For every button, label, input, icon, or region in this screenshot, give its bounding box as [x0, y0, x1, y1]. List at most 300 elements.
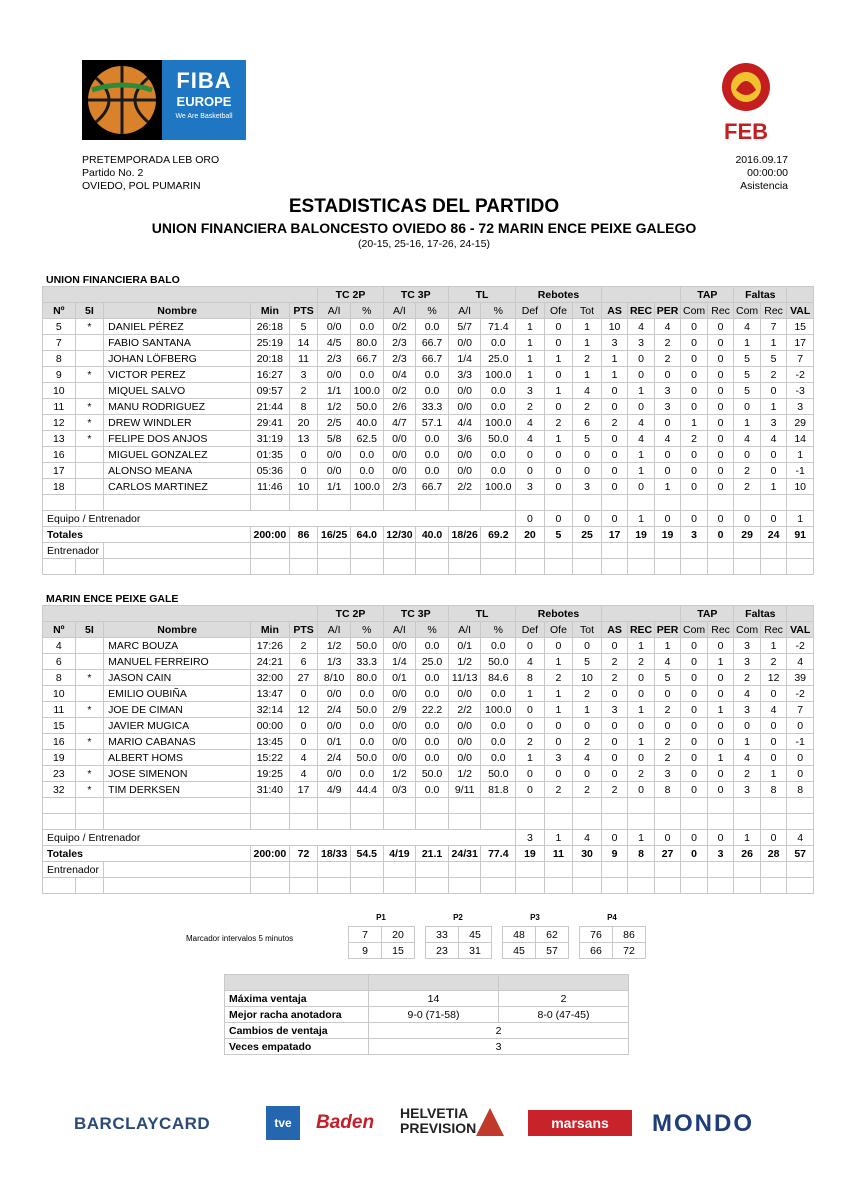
stat-cell: -2 [787, 686, 814, 702]
stat-cell: 8 [760, 782, 787, 798]
player-row [43, 686, 814, 702]
column-header: Tot [573, 622, 602, 638]
total-cell: 4/19 [383, 846, 416, 862]
stat-cell: 1 [654, 479, 681, 495]
stat-cell: 0 [544, 766, 573, 782]
match-date: 2016.09.17 [735, 154, 788, 166]
col-group-rebotes: Rebotes [516, 287, 602, 303]
stat-cell: 3 [654, 383, 681, 399]
stat-cell: 0 [573, 511, 602, 527]
stat-cell: 1 [760, 399, 787, 415]
stat-cell: 0/0 [318, 319, 351, 335]
player-row [43, 654, 814, 670]
stat-cell: 2 [734, 463, 761, 479]
stat-cell: 50.0 [481, 654, 516, 670]
stat-cell: * [75, 399, 104, 415]
empty-row [43, 814, 814, 830]
quarter-score-cell: 15 [382, 943, 415, 959]
stat-cell: 0.0 [416, 750, 449, 766]
stat-cell: 0 [601, 447, 628, 463]
empty-row [43, 878, 814, 894]
stat-cell: 2 [760, 367, 787, 383]
stat-cell: 66.7 [416, 479, 449, 495]
stat-cell: 1 [516, 750, 545, 766]
quarter-score-row [503, 943, 569, 959]
quarter-score-row [580, 927, 646, 943]
player-row [43, 431, 814, 447]
total-cell: 86 [289, 527, 318, 543]
stat-cell: 8 [516, 670, 545, 686]
stat-cell: 3 [289, 367, 318, 383]
stat-cell: 50.0 [350, 399, 383, 415]
stat-cell: 3 [787, 399, 814, 415]
stat-cell: 5 [734, 367, 761, 383]
stat-cell: 2 [628, 654, 655, 670]
stat-cell: 84.6 [481, 670, 516, 686]
stat-cell: 1 [573, 319, 602, 335]
stat-cell: 1 [734, 734, 761, 750]
quarter-score-row [503, 927, 569, 943]
col-group-tl: TL [448, 287, 515, 303]
stat-cell: 2 [601, 415, 628, 431]
player-name: TIM DERKSEN [104, 782, 251, 798]
column-header: Com [734, 622, 761, 638]
total-cell: 30 [573, 846, 602, 862]
stat-cell: 0.0 [350, 463, 383, 479]
player-name: VICTOR PEREZ [104, 367, 251, 383]
stat-cell: 20:18 [250, 351, 289, 367]
stat-cell: 0 [760, 718, 787, 734]
stat-cell: 1/1 [318, 383, 351, 399]
player-name: MIQUEL SALVO [104, 383, 251, 399]
stat-cell: 0/0 [318, 463, 351, 479]
stat-cell: 1 [628, 383, 655, 399]
stat-cell: 0 [681, 766, 708, 782]
total-cell: 11 [544, 846, 573, 862]
match-result: UNION FINANCIERA BALONCESTO OVIEDO 86 - 72 MARIN ENCE PEIXE GALEGO [151, 220, 697, 236]
quarter-score-label: Marcador intervalos 5 minutos [186, 934, 294, 943]
stat-cell: 2 [654, 750, 681, 766]
stat-cell: 80.0 [350, 670, 383, 686]
column-header: % [350, 622, 383, 638]
quarter-score-cell: 66 [580, 943, 613, 959]
column-header: A/I [383, 303, 416, 319]
stat-cell: 1 [760, 479, 787, 495]
stat-cell: 1 [734, 830, 761, 846]
stat-cell: 2 [573, 782, 602, 798]
stat-cell: 4/7 [383, 415, 416, 431]
stat-cell: 1 [544, 686, 573, 702]
stat-cell: 0 [601, 766, 628, 782]
stat-cell: -2 [787, 638, 814, 654]
column-header: PTS [289, 303, 318, 319]
stat-cell: 2 [289, 638, 318, 654]
column-header: AS [601, 622, 628, 638]
stat-cell: 32:14 [250, 702, 289, 718]
stat-cell: 100.0 [481, 367, 516, 383]
stat-cell: 1/1 [318, 479, 351, 495]
stat-cell: 0 [681, 383, 708, 399]
stat-cell: 2 [681, 431, 708, 447]
stat-cell: 1/2 [318, 638, 351, 654]
stat-cell: 0 [681, 335, 708, 351]
column-header: PER [654, 622, 681, 638]
stat-cell: 0/0 [448, 383, 481, 399]
stat-cell: 0/0 [448, 463, 481, 479]
stat-cell: 0 [760, 447, 787, 463]
player-name: DREW WINDLER [104, 415, 251, 431]
stat-cell: 0 [654, 718, 681, 734]
stat-cell: 0 [707, 734, 734, 750]
stat-cell: 4 [654, 319, 681, 335]
column-header: Nombre [104, 303, 251, 319]
quarter-score-cell: 86 [613, 927, 646, 943]
stat-cell: 5/8 [318, 431, 351, 447]
stat-cell: 19:25 [250, 766, 289, 782]
column-header: Tot [573, 303, 602, 319]
stat-cell: 18 [43, 479, 76, 495]
stat-cell: 0 [707, 670, 734, 686]
stat-cell: 0 [289, 463, 318, 479]
stat-cell: 0 [681, 702, 708, 718]
stat-cell: 1 [628, 511, 655, 527]
stat-cell: 15 [787, 319, 814, 335]
stat-cell: 0 [573, 766, 602, 782]
stat-cell: 11 [43, 399, 76, 415]
stat-cell: 2 [601, 654, 628, 670]
stat-cell: 0 [516, 766, 545, 782]
stat-cell: 10 [43, 686, 76, 702]
stat-cell: 2 [734, 479, 761, 495]
stat-cell: 4 [787, 654, 814, 670]
column-header: % [350, 303, 383, 319]
stat-cell: 3 [760, 415, 787, 431]
quarter-score-cell: 23 [426, 943, 459, 959]
stat-cell: 100.0 [481, 702, 516, 718]
helvetia-logo-line1: HELVETIA [400, 1105, 469, 1121]
empty-row [43, 798, 814, 814]
total-cell: 24 [760, 527, 787, 543]
group-header-row [43, 606, 814, 622]
total-cell: 17 [601, 527, 628, 543]
stat-cell: 0.0 [416, 734, 449, 750]
stat-cell: 0 [707, 351, 734, 367]
stat-cell: 10 [573, 670, 602, 686]
stat-cell: 0.0 [481, 399, 516, 415]
stat-cell: 2 [760, 654, 787, 670]
stat-cell: 0 [760, 734, 787, 750]
stat-cell: 4 [734, 750, 761, 766]
stat-cell: 24:21 [250, 654, 289, 670]
stat-cell: 33.3 [350, 654, 383, 670]
stat-cell: 1 [628, 463, 655, 479]
stat-cell: * [75, 766, 104, 782]
quarter-label: P1 [376, 913, 386, 922]
stat-cell: 10 [601, 319, 628, 335]
stat-cell: 2/2 [448, 479, 481, 495]
stat-cell: 0.0 [416, 367, 449, 383]
stat-cell: 4/4 [448, 415, 481, 431]
quarter-partials: (20-15, 25-16, 17-26, 24-15) [358, 238, 490, 250]
stat-cell: 0/0 [318, 686, 351, 702]
stat-cell: 1 [734, 335, 761, 351]
empty-row [43, 559, 814, 575]
stat-cell: 4 [573, 383, 602, 399]
stat-cell [75, 718, 104, 734]
stat-cell: 0 [628, 686, 655, 702]
column-header: A/I [448, 622, 481, 638]
stat-cell: 50.0 [350, 702, 383, 718]
total-cell: 64.0 [350, 527, 383, 543]
stat-cell: 4 [734, 319, 761, 335]
quarter-score-cell: 9 [349, 943, 382, 959]
stat-cell: 0 [601, 830, 628, 846]
stat-cell: 0 [707, 431, 734, 447]
stat-cell: 0 [601, 383, 628, 399]
stat-cell: 0 [681, 367, 708, 383]
stat-cell: 2 [573, 686, 602, 702]
player-row [43, 399, 814, 415]
stat-cell: 100.0 [350, 479, 383, 495]
stat-cell: 0.0 [416, 670, 449, 686]
stat-cell: 1 [573, 702, 602, 718]
stat-cell: 0.0 [416, 447, 449, 463]
stat-cell: 1 [681, 415, 708, 431]
stat-cell: 0 [707, 718, 734, 734]
column-header: Rec [760, 622, 787, 638]
stat-cell: 0 [681, 351, 708, 367]
stat-cell: 1/2 [318, 399, 351, 415]
column-header: Com [734, 303, 761, 319]
stat-cell: 2/2 [448, 702, 481, 718]
stat-cell: 1/3 [318, 654, 351, 670]
stat-cell: 4 [628, 415, 655, 431]
quarter-score-cell: 48 [503, 927, 536, 943]
stat-cell: 0 [681, 734, 708, 750]
barclaycard-logo: BARCLAYCARD [74, 1114, 211, 1133]
column-header: Rec [707, 622, 734, 638]
stat-cell: 0 [289, 686, 318, 702]
total-cell: 91 [787, 527, 814, 543]
stat-cell: 0 [654, 511, 681, 527]
stat-cell: 50.0 [350, 750, 383, 766]
stat-cell: 0 [601, 399, 628, 415]
player-row [43, 782, 814, 798]
col-group-tc2p: TC 2P [318, 606, 383, 622]
stat-cell: 23 [43, 766, 76, 782]
mondo-logo: MONDO [652, 1110, 754, 1137]
stat-cell: 15:22 [250, 750, 289, 766]
stat-cell: 8 [654, 782, 681, 798]
helvetia-logo-line2: PREVISION [400, 1120, 477, 1136]
stat-cell: 4 [289, 750, 318, 766]
stat-cell: 0.0 [481, 335, 516, 351]
stat-cell: 0 [707, 511, 734, 527]
stat-cell: 57.1 [416, 415, 449, 431]
player-row [43, 383, 814, 399]
stat-cell: 25.0 [481, 351, 516, 367]
stat-cell: 4 [760, 702, 787, 718]
stat-cell: 0.0 [350, 367, 383, 383]
tve-logo: tve [266, 1106, 300, 1140]
stat-cell: 0 [628, 399, 655, 415]
player-row [43, 638, 814, 654]
column-header: AS [601, 303, 628, 319]
column-header: A/I [448, 303, 481, 319]
stat-cell: 0 [681, 463, 708, 479]
team-coach-label: Equipo / Entrenador [43, 511, 516, 527]
stat-cell: 0 [601, 431, 628, 447]
stat-cell: 2 [734, 670, 761, 686]
player-row [43, 702, 814, 718]
stat-cell: 11 [43, 702, 76, 718]
team-coach-row [43, 830, 814, 846]
helvetia-triangle-icon [476, 1108, 504, 1136]
coach-label: Entrenador [43, 862, 104, 878]
stat-cell: 0 [654, 447, 681, 463]
col-group-faltas: Faltas [734, 287, 787, 303]
stat-cell: 0/0 [318, 766, 351, 782]
stat-cell: 0.0 [350, 447, 383, 463]
stat-cell: 27 [289, 670, 318, 686]
player-name: MARC BOUZA [104, 638, 251, 654]
column-header: Rec [707, 303, 734, 319]
stat-cell: 13:47 [250, 686, 289, 702]
quarter-score-row [349, 943, 415, 959]
stat-cell: 44.4 [350, 782, 383, 798]
column-header: Nº [43, 303, 76, 319]
stat-cell: 0.0 [481, 383, 516, 399]
stat-cell: 21:44 [250, 399, 289, 415]
stat-cell: 1 [601, 367, 628, 383]
stat-cell: 1 [707, 702, 734, 718]
stat-cell: 0 [681, 399, 708, 415]
stat-cell: 0 [760, 511, 787, 527]
baden-logo: Baden [316, 1112, 375, 1133]
stat-cell: 20 [289, 415, 318, 431]
stat-cell: 6 [43, 654, 76, 670]
stat-cell: 9/11 [448, 782, 481, 798]
player-row [43, 319, 814, 335]
stat-cell: 16 [43, 447, 76, 463]
stat-cell: 2/4 [318, 702, 351, 718]
stat-cell: 0/0 [318, 367, 351, 383]
stat-cell: 5 [734, 383, 761, 399]
stat-cell: 0 [601, 734, 628, 750]
quarter-score-cell: 57 [536, 943, 569, 959]
stat-cell: 05:36 [250, 463, 289, 479]
stat-cell: 5 [43, 319, 76, 335]
stat-cell: 2 [573, 734, 602, 750]
quarter-score-table [579, 926, 646, 959]
stat-cell: 2/4 [318, 750, 351, 766]
column-header: Nombre [104, 622, 251, 638]
stat-cell: 15 [43, 718, 76, 734]
stat-cell: 31:19 [250, 431, 289, 447]
column-header: A/I [318, 303, 351, 319]
quarter-score-cell: 45 [503, 943, 536, 959]
column-header: REC [628, 622, 655, 638]
stat-cell: 1 [573, 367, 602, 383]
stat-cell: 1 [544, 351, 573, 367]
stat-cell: 0 [787, 766, 814, 782]
stat-cell: 0 [707, 830, 734, 846]
player-row [43, 335, 814, 351]
stat-cell: 14 [289, 335, 318, 351]
stat-cell: 2 [516, 399, 545, 415]
player-name: FABIO SANTANA [104, 335, 251, 351]
stat-cell: 1 [516, 367, 545, 383]
fiba-logo-europe: EUROPE [176, 94, 232, 109]
stat-cell: 0.0 [481, 463, 516, 479]
team1-stats-table [42, 286, 814, 575]
stat-cell: 4 [289, 766, 318, 782]
stat-cell: 4 [516, 654, 545, 670]
summary-row-best-run: Mejor racha anotadora 9-0 (71-58) 8-0 (47-45) [225, 1007, 629, 1023]
col-group-tc3p: TC 3P [383, 287, 448, 303]
total-cell: 3 [707, 846, 734, 862]
column-header-row [43, 622, 814, 638]
stat-cell: 0 [628, 351, 655, 367]
player-name: MIGUEL GONZALEZ [104, 447, 251, 463]
stat-cell: 0.0 [350, 686, 383, 702]
stat-cell: 1 [760, 638, 787, 654]
stat-cell: 0 [707, 335, 734, 351]
stat-cell: 5 [654, 670, 681, 686]
stat-cell: 0 [544, 734, 573, 750]
stat-cell [75, 335, 104, 351]
stat-cell: 0 [760, 463, 787, 479]
stat-cell: 12 [289, 702, 318, 718]
stat-cell: 0.0 [350, 734, 383, 750]
total-cell: 19 [516, 846, 545, 862]
stat-cell: * [75, 319, 104, 335]
stat-cell: 0 [544, 463, 573, 479]
stat-cell: 29 [787, 415, 814, 431]
stat-cell: 3 [628, 335, 655, 351]
stat-cell: 0/0 [383, 750, 416, 766]
player-name: FELIPE DOS ANJOS [104, 431, 251, 447]
stat-cell: * [75, 702, 104, 718]
stat-cell: 13 [43, 431, 76, 447]
feb-emblem-icon [718, 62, 774, 112]
stat-cell: 0 [654, 686, 681, 702]
stat-cell: 0.0 [416, 782, 449, 798]
stat-cell: 0 [707, 367, 734, 383]
total-cell: 54.5 [350, 846, 383, 862]
stat-cell: 0 [681, 638, 708, 654]
stat-cell: 0 [628, 782, 655, 798]
venue: OVIEDO, POL PUMARIN [82, 180, 201, 192]
column-header: % [481, 622, 516, 638]
stat-cell: 2 [573, 351, 602, 367]
stat-cell: -3 [787, 383, 814, 399]
stat-cell: 0 [681, 830, 708, 846]
total-cell: 29 [734, 527, 761, 543]
summary-row-ties: Veces empatado 3 [225, 1039, 629, 1055]
stat-cell: 1 [628, 447, 655, 463]
quarter-score-row [349, 927, 415, 943]
stat-cell: 4 [787, 830, 814, 846]
stat-cell: 50.0 [350, 638, 383, 654]
stat-cell: 33.3 [416, 399, 449, 415]
stat-cell: 0 [681, 447, 708, 463]
summary-row-lead-changes: Cambios de ventaja 2 [225, 1023, 629, 1039]
stat-cell: 4 [734, 686, 761, 702]
column-header: Def [516, 622, 545, 638]
player-name: ALONSO MEANA [104, 463, 251, 479]
total-cell: 26 [734, 846, 761, 862]
